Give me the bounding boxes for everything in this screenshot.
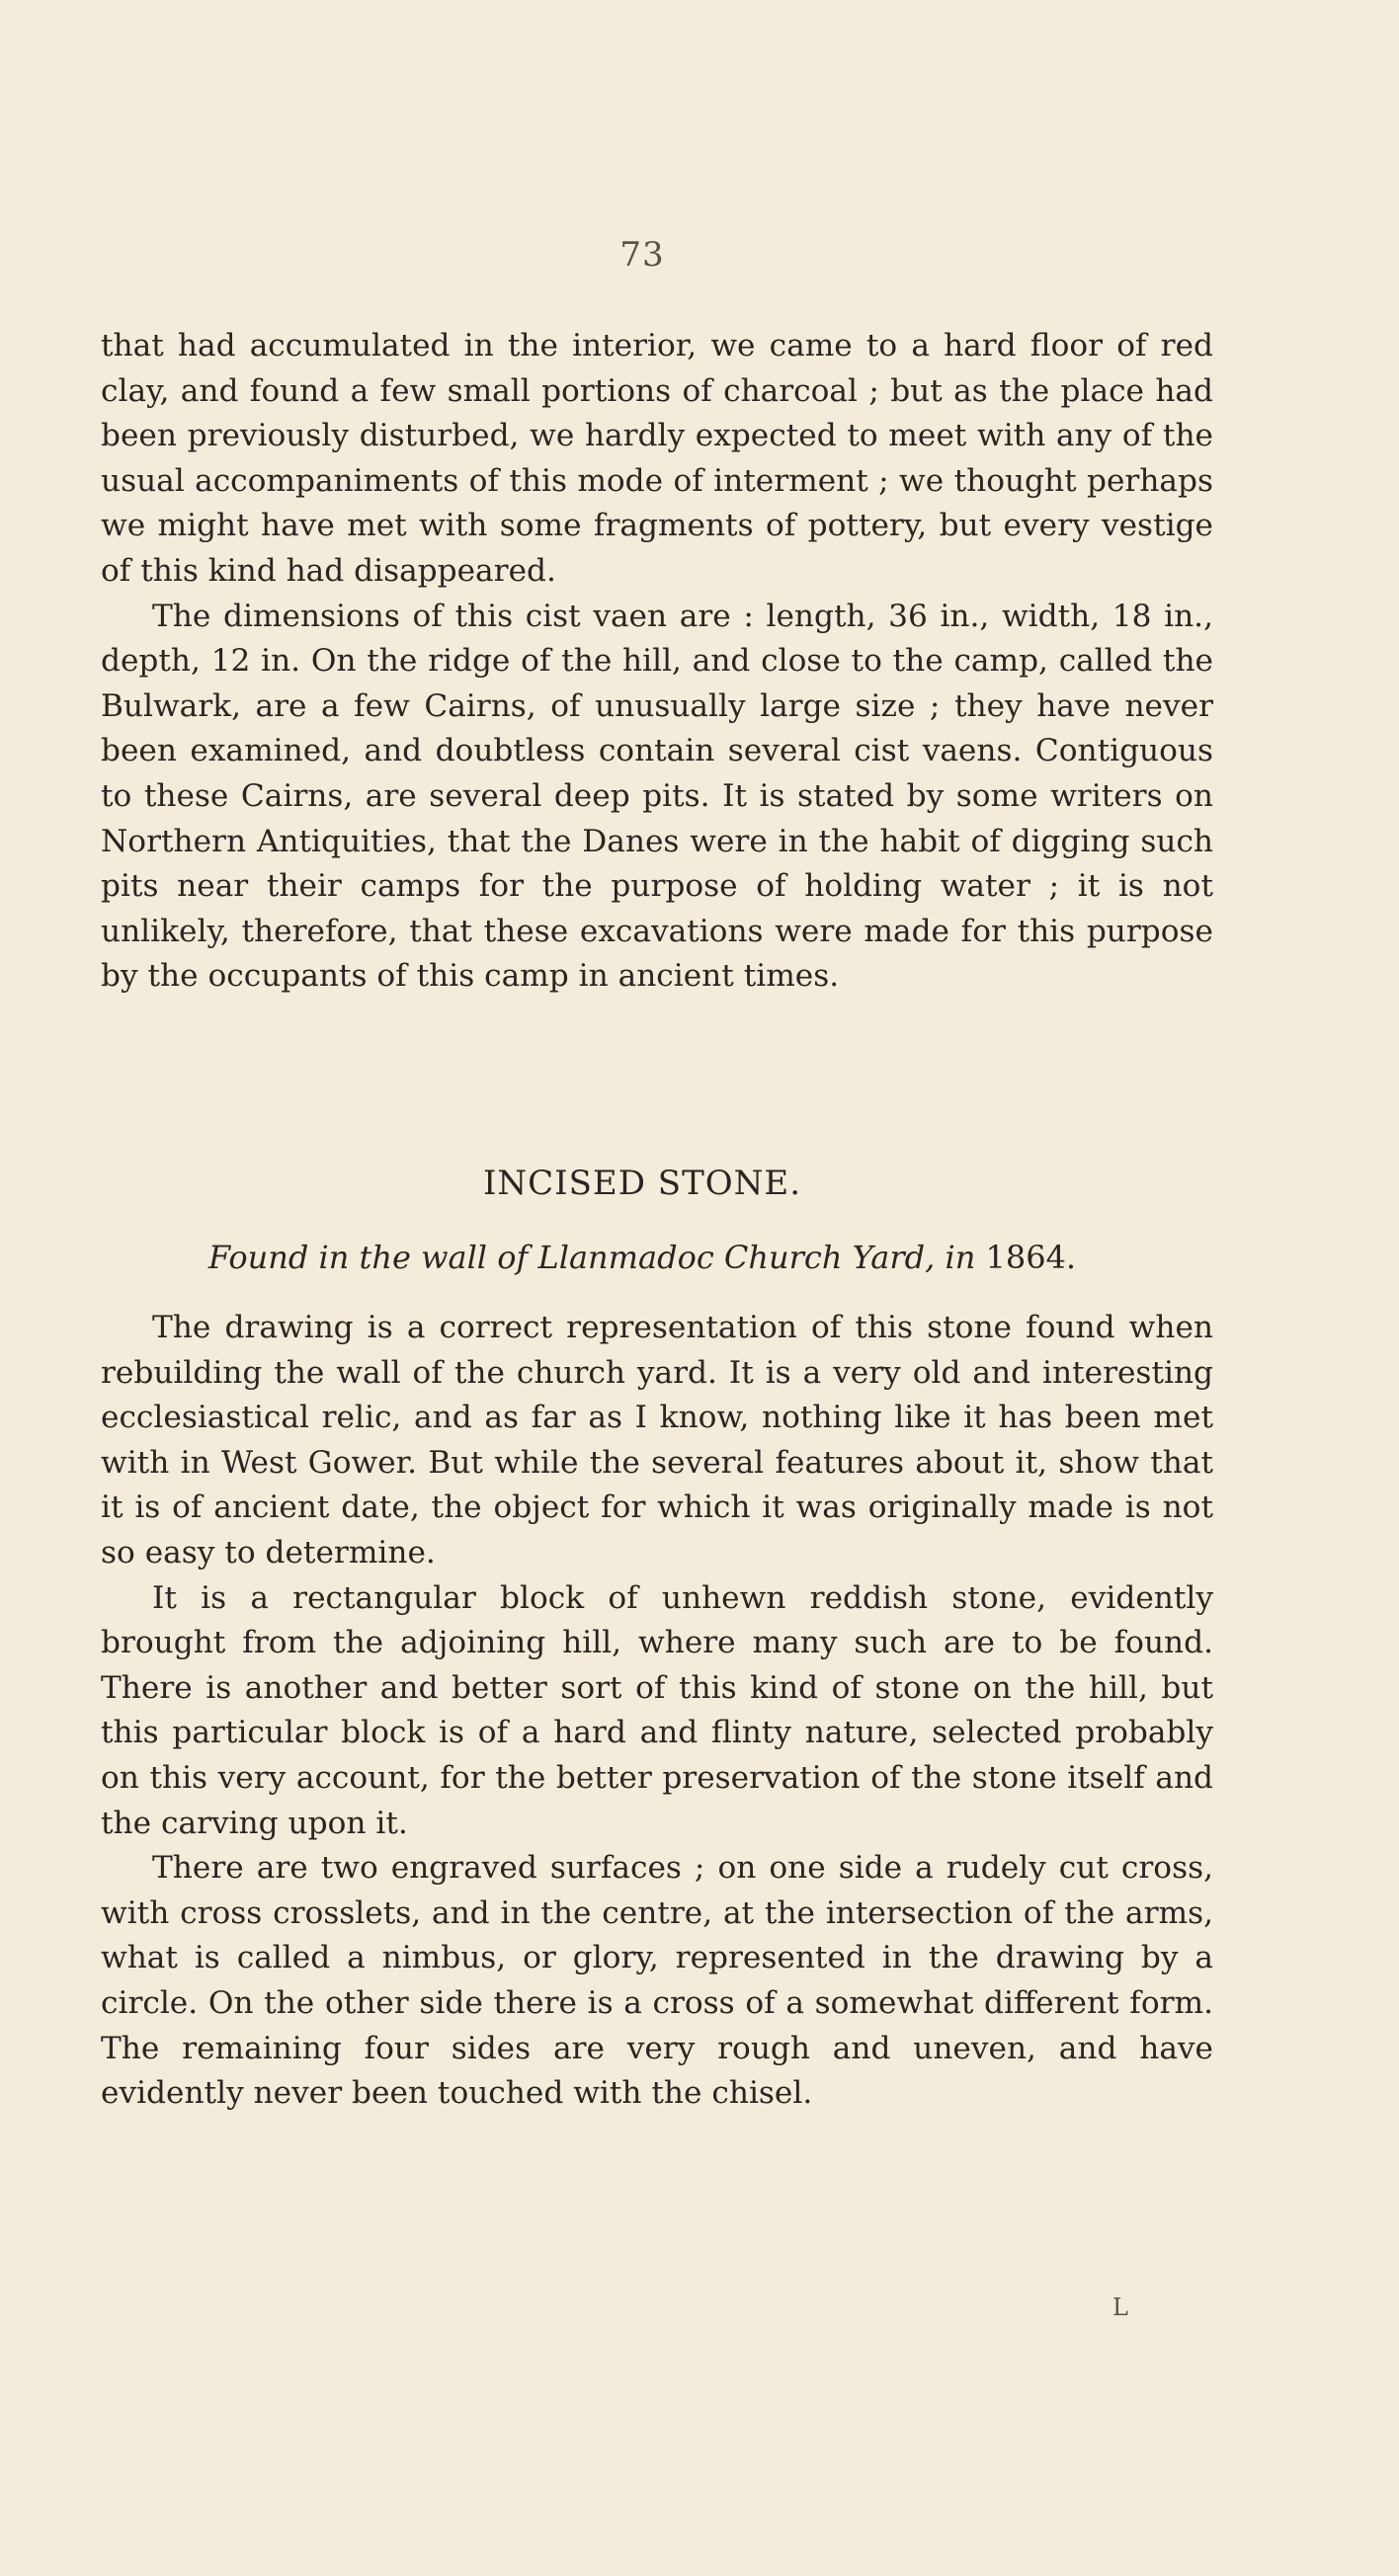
paragraph: The drawing is a correct representation of this stone found when rebuilding the wall of the church yard. It is a very old and interesting ecclesiastical relic, and as far as I know, nothing like it has been met with in West Gower. But while the several features about it, show that it is of ancient date, the object for which it was originally made is not so easy to determine.: [101, 1310, 1213, 1570]
signature-mark: L: [1112, 2294, 1128, 2321]
section-subheading: [0, 1239, 1284, 1276]
page-number: 73: [619, 235, 665, 275]
section-heading: INCISED STONE.: [482, 1164, 802, 1203]
subheading-year: 1864.: [985, 1239, 1077, 1276]
paragraph: It is a rectangular block of unhewn reddish stone, evidently brought from the adjoining hill, where many such are to be found. There is another and better sort of this kind of stone on the hill, but this particular block is of a hard and flinty nature, selected probably on this very account, for the better preservation of the stone itself and the carving upon it.: [101, 1579, 1213, 1841]
body-text-bottom: [101, 1306, 1213, 2117]
paragraph: The dimensions of this cist vaen are : length, 36 in., width, 18 in., depth, 12 in. On the ridge of the hill, and close to the camp, called the Bulwark, are a few Cairns, of unusually large size ; they have never been examined, and doubtless contain several cist vaens. Contiguous to these Cairns, are several deep pits. It is stated by some writers on Northern Antiquities, that the Danes were in the habit of digging such pits near their camps for the purpose of holding water ; it is not unlikely, therefore, that these excavations were made for this purpose by the occupants of this camp in ancient times.: [101, 598, 1213, 995]
body-text-top: [101, 324, 1213, 1000]
paragraph: There are two engraved surfaces ; on one side a rudely cut cross, with cross crosslets, and in the centre, at the intersection of the arms, what is called a nimbus, or glory, represented in the drawing by a circle. On the other side there is a cross of a somewhat different form. The remaining four sides are very rough and uneven, and have evidently never been touched with the chisel.: [101, 1850, 1213, 2112]
subheading-italic: Found in the wall of Llanmadoc Church Yard, in: [207, 1239, 976, 1276]
paragraph: that had accumulated in the interior, we came to a hard floor of red clay, and found a few small portions of charcoal ; but as the place had been previously disturbed, we hardly expected to meet with any of the usual accompaniments of this mode of interment ; we thought perhaps we might have met with some fragments of pottery, but every vestige of this kind had disappeared.: [101, 328, 1213, 589]
